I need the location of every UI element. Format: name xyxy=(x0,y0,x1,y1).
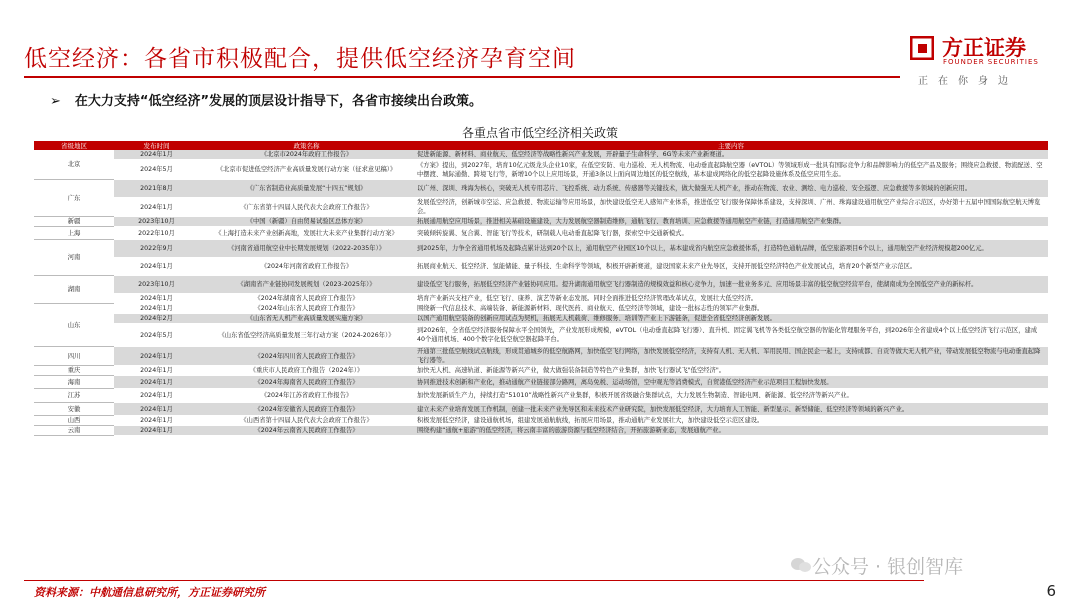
province-cell: 广东 xyxy=(34,180,114,217)
company-logo xyxy=(910,30,1050,88)
date-cell: 2024年1月 xyxy=(114,426,199,436)
date-cell: 2024年5月 xyxy=(114,324,199,347)
table-row xyxy=(34,294,1048,304)
watermark: 公众号 · 银创智库 xyxy=(812,556,964,578)
table-row xyxy=(34,258,1048,276)
policy-name-cell: 《2024年四川省人民政府工作报告》 xyxy=(199,347,414,366)
logo-slogan: 正在你身边 xyxy=(918,76,1018,87)
table-row xyxy=(34,160,1048,180)
header-province: 省级地区 xyxy=(34,141,114,150)
header-date: 发布时间 xyxy=(114,141,199,150)
table-row xyxy=(34,217,1048,227)
policy-name-cell: 《2024年河南省政府工作报告》 xyxy=(199,258,414,276)
province-cell: 湖南 xyxy=(34,276,114,304)
policy-name-cell: 《2024年云南省人民政府工作报告》 xyxy=(199,426,414,436)
table-row xyxy=(34,180,1048,198)
bullet-text: 在大力支持“低空经济”发展的顶层设计指导下，各省市接续出台政策。 xyxy=(74,94,482,109)
content-cell: 加快无人机、高速轨道、新能源等新兴产业，做大做强装备制造等特色产业集群，加快飞行器试飞"低空经济"。 xyxy=(414,366,1048,376)
province-cell: 重庆 xyxy=(34,366,114,376)
table-row xyxy=(34,150,1048,160)
footer-rule xyxy=(24,580,924,581)
policy-name-cell: 《中国（新疆）自由贸易试验区总体方案》 xyxy=(199,217,414,227)
table-row xyxy=(34,416,1048,426)
table-row xyxy=(34,304,1048,314)
policy-name-cell: 《广东省第十四届人民代表大会政府工作报告》 xyxy=(199,198,414,217)
content-cell: 开通第三批低空航线试点航线，形成贯通城乡的低空航路网，加快低空飞行网络，加快发展低空经济，支持有人机、无人机、军用民用、国企民企一起上，支持成都、自贡等做大无人机产业，带动发展低空物流与电动垂直起降飞行器等。 xyxy=(414,347,1048,366)
policy-name-cell: 《2024年江苏省政府工作报告》 xyxy=(199,389,414,403)
content-cell: 到2026年，全省低空经济服务保障水平全国领先，产业发展形成规模，eVTOL（电动垂直起降飞行器）、直升机、固定翼飞机等各类低空航空器的智能化管理服务平台，到2026年全省建成4个以上低空经济飞行示范区，建成40个通用机场、400个数字化低空航空器起降平台。 xyxy=(414,324,1048,347)
table-title: 各重点省市低空经济相关政策 xyxy=(461,126,618,140)
policy-name-cell: 《重庆市人民政府工作报告（2024年）》 xyxy=(199,366,414,376)
source-note: 资料来源：中航通信息研究所，方正证券研究所 xyxy=(34,586,265,599)
date-cell: 2024年1月 xyxy=(114,376,199,389)
header-policy-name: 政策名称 xyxy=(199,141,414,150)
content-cell: 协同推进技术创新和产业化，推动通航产业链接部分路网，离岛免税、运动场馆，空中观光等消费模式，自贸港低空经济产业示范项目工程加快发展。 xyxy=(414,376,1048,389)
date-cell: 2024年1月 xyxy=(114,258,199,276)
bullet-arrow-icon: ➢ xyxy=(50,94,61,109)
policy-name-cell: 《湖南省产业链协同发展规划（2023-2025年）》 xyxy=(199,276,414,294)
date-cell: 2021年8月 xyxy=(114,180,199,198)
table-row xyxy=(34,324,1048,347)
content-cell: 《方案》提出，到2027年，培育10亿元级龙头企业10家，在低空安防、电力巡检、无人机物流、电动垂直起降航空器（eVTOL）等领域形成一批具有国际竞争力和品牌影响力的低空产品及服务；围绕应急救援、物流配送、空中摆渡、城际通勤、跨境飞行等，新增10个以上应用场景，开通3条以上面向周边地区的低空航线，基本建成网络化的低空起降设施体系及低空应用生态。 xyxy=(414,160,1048,180)
table-row xyxy=(34,389,1048,403)
founder-logo-icon xyxy=(910,36,934,60)
policy-name-cell: 《山东省无人机产业高质量发展实施方案》 xyxy=(199,314,414,324)
table-row xyxy=(34,347,1048,366)
logo-en: FOUNDER SECURITIES xyxy=(943,58,1039,66)
date-cell: 2022年10月 xyxy=(114,227,199,240)
table-row xyxy=(34,198,1048,217)
header-content: 主要内容 xyxy=(414,141,1048,150)
table-row xyxy=(34,376,1048,389)
date-cell: 2024年1月 xyxy=(114,403,199,416)
policy-name-cell: 《2024年山东省人民政府工作报告》 xyxy=(199,304,414,314)
policy-name-cell: 《北京市2024年政府工作报告》 xyxy=(199,150,414,160)
table-row xyxy=(34,276,1048,294)
content-cell: 积极发展低空经济，建设通航机场，组建发展通航航线，拓展应用场景，推动通航产业发展壮大，加快建设低空示范区建设。 xyxy=(414,416,1048,426)
province-cell: 四川 xyxy=(34,347,114,366)
content-cell: 到2025年，力争全省通用机场及起降点累计达到20个以上，通用航空产业园区10个以上，基本建成省内航空应急救援体系，打造特色通航品牌，低空旅游项目6个以上，通用航空产业经济规模超200亿元。 xyxy=(414,240,1048,258)
content-cell: 加快发展新质生产力，持续打造“51010”战略性新兴产业集群，积极开展省级融合集群试点，大力发展生物制造、智能电网、新能源、低空经济等新兴产业。 xyxy=(414,389,1048,403)
province-cell: 山东 xyxy=(34,304,114,347)
province-cell: 北京 xyxy=(34,150,114,180)
date-cell: 2024年1月 xyxy=(114,294,199,304)
province-cell: 新疆 xyxy=(34,217,114,227)
policy-name-cell: 《2024年湖南省人民政府工作报告》 xyxy=(199,294,414,304)
policy-table xyxy=(34,141,1048,436)
date-cell: 2023年10月 xyxy=(114,217,199,227)
content-cell: 培育产业新兴支柱产业，低空飞行、康养、演艺等新业态发展。同时全面推进低空经济管理改革试点，发展壮大低空经济。 xyxy=(414,294,1048,304)
date-cell: 2022年9月 xyxy=(114,240,199,258)
policy-name-cell: 《北京市促进低空经济产业高质量发展行动方案（征求意见稿）》 xyxy=(199,160,414,180)
logo-cn: 方正证券 xyxy=(942,36,1026,60)
date-cell: 2023年10月 xyxy=(114,276,199,294)
content-cell: 拓展商业航天、低空经济、氢能储能、量子科技、生命科学等领域，积极开辟新赛道，建设国家未来产业先导区，支持开展低空经济特色产业发展试点，培育20个新型产业示范区。 xyxy=(414,258,1048,276)
table-row xyxy=(34,314,1048,324)
table-row xyxy=(34,240,1048,258)
table-row xyxy=(34,227,1048,240)
policy-table-body xyxy=(34,150,1048,436)
table-header-row xyxy=(34,141,1048,150)
title-rule xyxy=(24,76,900,78)
province-cell: 上海 xyxy=(34,227,114,240)
bullet-point xyxy=(50,90,482,109)
slide-title: 低空经济：各省市积极配合，提供低空经济孕育空间 xyxy=(24,46,576,72)
content-cell: 促进新能源、新材料、商业航天、低空经济等战略性新兴产业发展，开辟量子生命科学、6G等未来产业新赛道。 xyxy=(414,150,1048,160)
date-cell: 2024年1月 xyxy=(114,198,199,217)
policy-name-cell: 《河南省通用航空业中长期发展规划（2022-2035年）》 xyxy=(199,240,414,258)
table-row xyxy=(34,426,1048,436)
content-cell: 围绕构建“通航+旅游”的低空经济，将云南丰富的旅游资源与低空经济结合，开拓旅游新业态，发展通航产业。 xyxy=(414,426,1048,436)
content-cell: 以国产通用航空装备的创新应用试点为契机，拓展无人机载荷、维修服务、培训等产业上下游链条，促进全省低空经济创新发展。 xyxy=(414,314,1048,324)
content-cell: 以广州、深圳、珠海为核心，突破无人机专用芯片、飞控系统、动力系统、传感器等关键技术，做大做强无人机产业，推动在物流、农业、测绘、电力巡检、安全巡逻、应急救援等多领域的创新应用。 xyxy=(414,180,1048,198)
table-row xyxy=(34,366,1048,376)
date-cell: 2024年1月 xyxy=(114,304,199,314)
province-cell: 海南 xyxy=(34,376,114,389)
date-cell: 2024年1月 xyxy=(114,416,199,426)
content-cell: 建设低空飞行服务，拓展低空经济产业链协同应用。提升湖南通用航空飞行器制造的规模效益和核心竞争力，加速一批业务多元、应用场景丰富的低空航空经营平台，使湖南成为全国低空产业的新标杆。 xyxy=(414,276,1048,294)
province-cell: 山西 xyxy=(34,416,114,426)
province-cell: 河南 xyxy=(34,240,114,276)
content-cell: 建立未来产业培育发展工作机制，创建一批未来产业先导区和未来技术产业研究院，加快发展低空经济，大力培育人工智能、新型显示、新型储能、低空经济等领域的新兴产业。 xyxy=(414,403,1048,416)
policy-name-cell: 《山西省第十四届人民代表大会政府工作报告》 xyxy=(199,416,414,426)
province-cell: 云南 xyxy=(34,426,114,436)
content-cell: 突破倾转旋翼、复合翼、智能飞行等技术，研制载人电动垂直起降飞行器，探索空中交通新模式。 xyxy=(414,227,1048,240)
province-cell: 江苏 xyxy=(34,389,114,403)
policy-name-cell: 《上海打造未来产业创新高地，发展壮大未来产业集群行动方案》 xyxy=(199,227,414,240)
wechat-icon xyxy=(790,556,812,574)
policy-name-cell: 《2024年安徽省人民政府工作报告》 xyxy=(199,403,414,416)
date-cell: 2024年1月 xyxy=(114,150,199,160)
date-cell: 2024年1月 xyxy=(114,366,199,376)
table-row xyxy=(34,403,1048,416)
policy-name-cell: 《广东省制造业高质量发展“十四五”规划》 xyxy=(199,180,414,198)
content-cell: 围绕新一代信息技术、高端装备、新能源新材料、现代医药、商业航天、低空经济等领域，建设一批标志性的领军产业集群。 xyxy=(414,304,1048,314)
date-cell: 2024年1月 xyxy=(114,389,199,403)
date-cell: 2024年1月 xyxy=(114,347,199,366)
content-cell: 拓展通用航空应用场景，推进相关基础设施建设，大力发展航空器制造维修，通航飞行、教育培训、应急救援等通用航空产业链，打造通用航空产业集群。 xyxy=(414,217,1048,227)
province-cell: 安徽 xyxy=(34,403,114,416)
page-number: 6 xyxy=(1046,582,1056,600)
date-cell: 2024年2月 xyxy=(114,314,199,324)
policy-name-cell: 《山东省低空经济高质量发展三年行动方案（2024-2026年）》 xyxy=(199,324,414,347)
date-cell: 2024年5月 xyxy=(114,160,199,180)
policy-name-cell: 《2024年海南省人民政府工作报告》 xyxy=(199,376,414,389)
content-cell: 发展低空经济，创新城市空运、应急救援、物流运输等应用场景，加快建设低空无人感知产业体系，推进低空飞行服务保障体系建设，支持深圳、广州、珠海建设通用航空产业综合示范区，办好第十五届中国国际航空航天博览会。 xyxy=(414,198,1048,217)
